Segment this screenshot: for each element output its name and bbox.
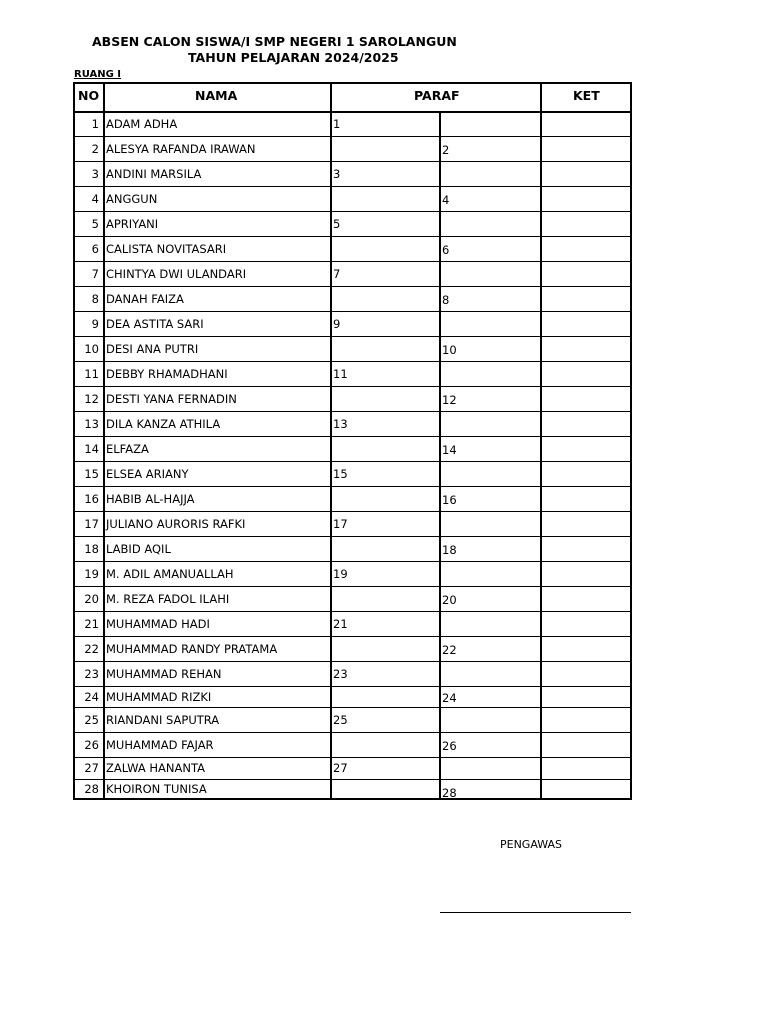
row-divider <box>73 757 631 758</box>
row-paraf: 14 <box>442 443 457 457</box>
row-divider <box>73 486 631 487</box>
attendance-table <box>73 82 632 807</box>
row-nama: MUHAMMAD RIZKI <box>106 690 212 704</box>
row-no: 7 <box>91 267 99 281</box>
row-no: 20 <box>84 592 99 606</box>
row-no: 3 <box>91 167 99 181</box>
row-no: 22 <box>84 642 99 656</box>
row-divider <box>73 136 631 137</box>
row-nama: JULIANO AURORIS RAFKI <box>106 517 246 531</box>
row-no: 9 <box>91 317 99 331</box>
row-divider <box>73 386 631 387</box>
row-divider <box>73 261 631 262</box>
row-no: 19 <box>84 567 99 581</box>
row-paraf: 20 <box>442 593 457 607</box>
row-no: 21 <box>84 617 99 631</box>
row-nama: ELSEA ARIANY <box>106 467 189 481</box>
row-nama: M. REZA FADOL ILAHI <box>106 592 230 606</box>
row-paraf: 16 <box>442 493 457 507</box>
row-divider <box>73 236 631 237</box>
row-no: 23 <box>84 667 99 681</box>
row-nama: M. ADIL AMANUALLAH <box>106 567 234 581</box>
row-paraf: 1 <box>333 117 341 131</box>
row-nama: KHOIRON TUNISA <box>106 782 207 796</box>
row-paraf: 2 <box>442 143 450 157</box>
row-paraf: 15 <box>333 467 348 481</box>
row-nama: DEA ASTITA SARI <box>106 317 204 331</box>
row-no: 14 <box>84 442 99 456</box>
row-nama: ELFAZA <box>106 442 149 456</box>
row-paraf: 4 <box>442 193 450 207</box>
row-paraf: 23 <box>333 667 348 681</box>
row-paraf: 28 <box>442 786 457 800</box>
paraf-split-divider <box>439 111 441 798</box>
column-divider <box>540 82 542 800</box>
signature-line <box>440 912 631 913</box>
row-nama: MUHAMMAD RANDY PRATAMA <box>106 642 278 656</box>
row-nama: DESI ANA PUTRI <box>106 342 199 356</box>
row-no: 8 <box>91 292 99 306</box>
row-nama: HABIB AL-HAJJA <box>106 492 195 506</box>
row-no: 4 <box>91 192 99 206</box>
row-no: 5 <box>91 217 99 231</box>
row-no: 26 <box>84 738 99 752</box>
row-nama: ALESYA RAFANDA IRAWAN <box>106 142 256 156</box>
row-divider <box>73 536 631 537</box>
row-paraf: 22 <box>442 643 457 657</box>
row-paraf: 18 <box>442 543 457 557</box>
row-nama: MUHAMMAD FAJAR <box>106 738 214 752</box>
row-divider <box>73 161 631 162</box>
row-nama: LABID AQIL <box>106 542 171 556</box>
row-divider <box>73 211 631 212</box>
column-divider <box>330 82 332 800</box>
header-ket: KET <box>573 88 600 103</box>
row-paraf: 26 <box>442 739 457 753</box>
row-paraf: 12 <box>442 393 457 407</box>
row-nama: CALISTA NOVITASARI <box>106 242 227 256</box>
row-divider <box>73 311 631 312</box>
row-no: 11 <box>84 367 99 381</box>
row-no: 16 <box>84 492 99 506</box>
column-divider <box>103 82 105 800</box>
row-paraf: 13 <box>333 417 348 431</box>
row-no: 15 <box>84 467 99 481</box>
row-divider <box>73 636 631 637</box>
row-no: 10 <box>84 342 99 356</box>
row-no: 24 <box>84 690 99 704</box>
row-paraf: 3 <box>333 167 341 181</box>
row-paraf: 10 <box>442 343 457 357</box>
row-divider <box>73 561 631 562</box>
row-paraf: 17 <box>333 517 348 531</box>
row-nama: MUHAMMAD REHAN <box>106 667 222 681</box>
row-divider <box>73 661 631 662</box>
row-nama: APRIYANI <box>106 217 159 231</box>
room-label: RUANG I <box>74 69 122 80</box>
row-divider <box>73 586 631 587</box>
row-divider <box>73 411 631 412</box>
row-nama: DEBBY RHAMADHANI <box>106 367 228 381</box>
row-paraf: 24 <box>442 691 457 705</box>
row-paraf: 7 <box>333 267 341 281</box>
row-no: 25 <box>84 713 99 727</box>
row-nama: DILA KANZA ATHILA <box>106 417 221 431</box>
row-paraf: 6 <box>442 243 450 257</box>
document-subtitle: TAHUN PELAJARAN 2024/2025 <box>188 50 399 65</box>
row-no: 12 <box>84 392 99 406</box>
header-no: NO <box>78 88 100 103</box>
row-nama: ZALWA HANANTA <box>106 761 205 775</box>
row-divider <box>73 611 631 612</box>
row-paraf: 5 <box>333 217 341 231</box>
row-divider <box>73 511 631 512</box>
row-divider <box>73 779 631 780</box>
row-no: 13 <box>84 417 99 431</box>
row-nama: ANDINI MARSILA <box>106 167 202 181</box>
table-border-bottom <box>73 798 632 800</box>
row-divider <box>73 732 631 733</box>
row-paraf: 9 <box>333 317 341 331</box>
table-border-top <box>73 82 632 84</box>
row-paraf: 21 <box>333 617 348 631</box>
header-nama: NAMA <box>195 88 238 103</box>
header-divider <box>73 111 632 113</box>
row-divider <box>73 686 631 687</box>
row-no: 27 <box>84 761 99 775</box>
row-nama: RIANDANI SAPUTRA <box>106 713 220 727</box>
row-nama: CHINTYA DWI ULANDARI <box>106 267 247 281</box>
row-divider <box>73 286 631 287</box>
signature-label: PENGAWAS <box>500 838 563 851</box>
row-divider <box>73 707 631 708</box>
row-divider <box>73 436 631 437</box>
row-nama: DESTI YANA FERNADIN <box>106 392 237 406</box>
row-no: 6 <box>91 242 99 256</box>
row-divider <box>73 336 631 337</box>
row-no: 28 <box>84 782 99 796</box>
row-paraf: 8 <box>442 293 450 307</box>
row-nama: ANGGUN <box>106 192 158 206</box>
row-divider <box>73 361 631 362</box>
row-divider <box>73 461 631 462</box>
row-paraf: 27 <box>333 761 348 775</box>
row-no: 1 <box>91 117 99 131</box>
row-nama: ADAM ADHA <box>106 117 178 131</box>
row-no: 2 <box>91 142 99 156</box>
row-nama: MUHAMMAD HADI <box>106 617 210 631</box>
row-paraf: 25 <box>333 713 348 727</box>
row-divider <box>73 186 631 187</box>
row-nama: DANAH FAIZA <box>106 292 184 306</box>
document-title: ABSEN CALON SISWA/I SMP NEGERI 1 SAROLANGUN <box>92 34 457 49</box>
row-no: 17 <box>84 517 99 531</box>
row-paraf: 11 <box>333 367 348 381</box>
table-border-right <box>630 82 632 800</box>
row-no: 18 <box>84 542 99 556</box>
row-paraf: 19 <box>333 567 348 581</box>
header-paraf: PARAF <box>414 88 460 103</box>
